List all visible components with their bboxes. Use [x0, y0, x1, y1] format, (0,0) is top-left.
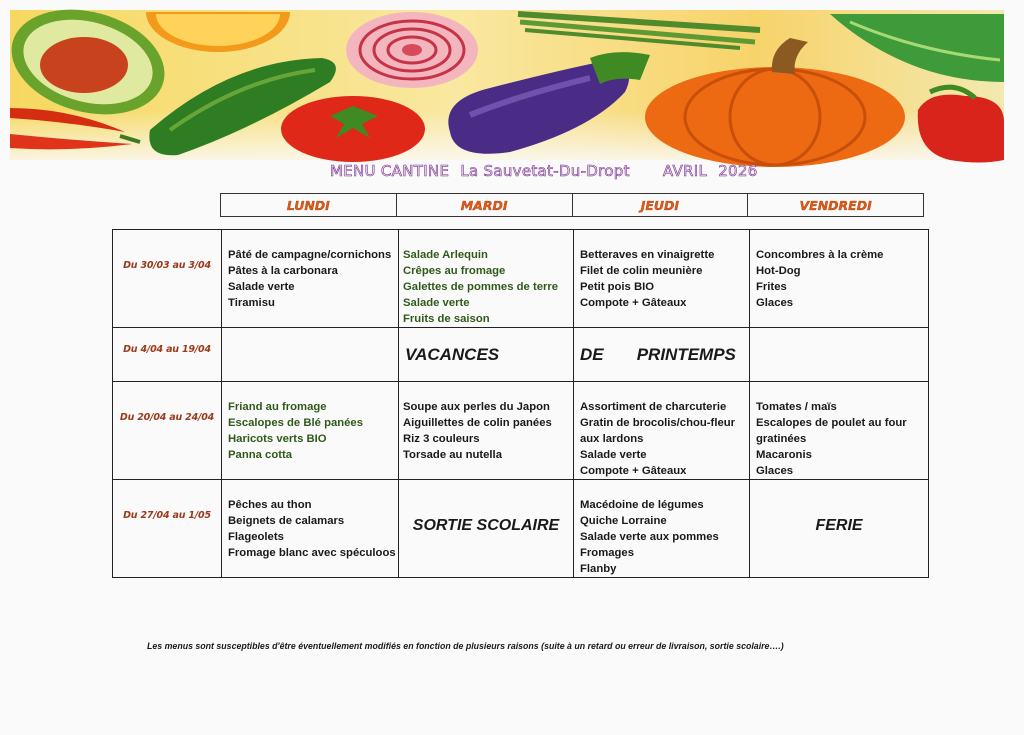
menu-cell-lundi	[222, 480, 399, 578]
title-place: La Sauvetat-Du-Dropt	[460, 162, 630, 180]
menu-item: Flageolets	[228, 531, 284, 543]
menu-item: Frites	[756, 281, 787, 293]
holiday-label: DE	[580, 345, 604, 364]
menu-cell-jeudi	[574, 382, 750, 480]
special-event-label: SORTIE SCOLAIRE	[412, 517, 560, 534]
menu-item: Torsade au nutella	[403, 449, 502, 461]
menu-item: Riz 3 couleurs	[403, 433, 480, 445]
menu-item: Macédoine de légumes	[580, 499, 704, 511]
menu-item: Salade verte	[403, 297, 470, 309]
menu-cell-mardi	[399, 382, 574, 480]
table-row	[113, 480, 929, 578]
holiday-label: VACANCES	[405, 345, 500, 364]
menu-item: Pêches au thon	[228, 499, 312, 511]
holiday-label: PRINTEMPS	[636, 345, 736, 364]
menu-item: Fromages	[580, 547, 634, 559]
day-header-jeudi: JEUDI	[572, 194, 748, 217]
menu-item: Salade verte	[228, 281, 295, 293]
menu-item: Pâtes à la carbonara	[228, 265, 338, 277]
menu-item: Escalopes de poulet au four	[756, 417, 907, 429]
menu-item: Glaces	[756, 465, 794, 477]
menu-cell-vendredi	[750, 382, 929, 480]
menu-cell-lundi	[222, 328, 399, 382]
menu-item: Salade verte	[580, 449, 647, 461]
menu-item: Tiramisu	[228, 297, 275, 309]
menu-table	[112, 229, 929, 578]
menu-item: Macaronis	[756, 449, 812, 461]
menu-item: Gratin de brocolis/chou-fleur	[580, 417, 736, 429]
day-header-vendredi: VENDREDI	[748, 194, 924, 217]
menu-item: Compote + Gâteaux	[580, 465, 687, 477]
menu-cell-vendredi	[750, 328, 929, 382]
menu-cell-jeudi	[574, 328, 750, 382]
week-dates: Du 27/04 au 1/05	[113, 480, 222, 578]
week-dates: Du 4/04 au 19/04	[113, 328, 222, 382]
day-header-lundi: LUNDI	[221, 194, 397, 217]
title-year: 2026	[718, 162, 758, 180]
special-event-label: FERIE	[815, 517, 863, 534]
menu-cell-vendredi	[750, 230, 929, 328]
menu-item: Petit pois BIO	[580, 281, 655, 293]
menu-item: Pâté de campagne/cornichons	[228, 249, 392, 261]
menu-cell-mardi	[399, 480, 574, 578]
menu-cell-lundi	[222, 382, 399, 480]
menu-item: Fruits de saison	[403, 313, 490, 325]
title-month: AVRIL	[662, 162, 708, 180]
menu-item: Crêpes au fromage	[403, 265, 506, 277]
menu-item: Fromage blanc avec spéculoos	[228, 547, 396, 559]
table-row	[113, 230, 929, 328]
menu-item: gratinées	[756, 433, 807, 445]
menu-item: Filet de colin meunière	[580, 265, 703, 277]
menu-item: Aiguillettes de colin panées	[403, 417, 552, 429]
menu-cell-vendredi	[750, 480, 929, 578]
menu-item: Salade verte aux pommes	[580, 531, 719, 543]
menu-item: Glaces	[756, 297, 794, 309]
menu-item: Friand au fromage	[228, 401, 327, 413]
menu-item: Beignets de calamars	[228, 515, 345, 527]
day-header-mardi: MARDI	[396, 194, 572, 217]
menu-item: Concombres à la crème	[756, 249, 884, 261]
menu-item: Tomates / maïs	[756, 401, 837, 413]
menu-item: Hot-Dog	[756, 265, 801, 277]
menu-cell-mardi	[399, 328, 574, 382]
day-header-row	[220, 193, 924, 217]
menu-item: Galettes de pommes de terre	[403, 281, 559, 293]
title-label: MENU CANTINE	[330, 162, 450, 180]
menu-cell-mardi	[399, 230, 574, 328]
table-row	[113, 328, 929, 382]
menu-item: Salade Arlequin	[403, 249, 488, 261]
menu-item: Flanby	[580, 563, 617, 575]
menu-item: Assortiment de charcuterie	[580, 401, 727, 413]
menu-item: Haricots verts BIO	[228, 433, 327, 445]
menu-cell-jeudi	[574, 230, 750, 328]
menu-cell-jeudi	[574, 480, 750, 578]
week-dates: Du 20/04 au 24/04	[113, 382, 222, 480]
menu-item: Panna cotta	[228, 449, 293, 461]
tomato-icon	[281, 96, 425, 162]
onion-icon	[346, 12, 478, 88]
menu-item: Quiche Lorraine	[580, 515, 667, 527]
page-title	[330, 162, 830, 180]
menu-item: Betteraves en vinaigrette	[580, 249, 715, 261]
table-row	[113, 382, 929, 480]
menu-item: Escalopes de Blé panées	[228, 417, 364, 429]
menu-item: Soupe aux perles du Japon	[403, 401, 550, 413]
week-dates: Du 30/03 au 3/04	[113, 230, 222, 328]
menu-item: aux lardons	[580, 433, 644, 445]
menu-cell-lundi	[222, 230, 399, 328]
menu-item: Compote + Gâteaux	[580, 297, 687, 309]
footer-note: Les menus sont susceptibles d'être éventuellement modifiés en fonction de plusieurs raisons (suite à un retard ou erreur de livraison, sortie scolaire….)	[147, 641, 784, 651]
